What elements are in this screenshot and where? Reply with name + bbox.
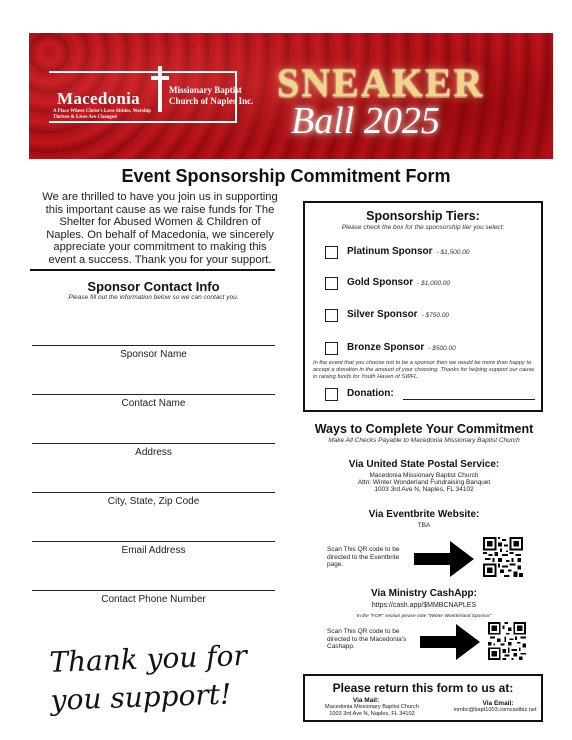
logo-church-name: Missionary Baptist Church of Naples Inc. [169,85,254,106]
contact-section-title: Sponsor Contact Info [87,279,220,294]
donation-checkbox[interactable] [325,388,338,401]
cashapp-scan-text: Scan This QR code to be directed to the Macedonia's Cashapp. [327,628,407,650]
postal-heading: Via United State Postal Service: [348,459,500,470]
tier-price: - $1,000.00 [417,280,450,287]
return-mail-line: 1003 3rd Ave N, Naples, FL 34102 [329,711,415,717]
tiers-title: Sponsorship Tiers: [366,209,480,223]
field-label: Contact Phone Number [101,594,206,605]
ways-title: Ways to Complete Your Commitment [314,422,534,436]
postal-line: 1003 3rd Ave N, Naples, FL 34102 [374,486,474,493]
contact-section-subtitle: Please fill out the information below so we can contact you. [68,294,239,301]
return-email-heading: Via Email: [482,700,514,707]
event-title-line1: SNEAKER [277,60,485,105]
eventbrite-text: TBA [417,522,431,529]
tier-checkbox[interactable] [325,246,338,259]
sponsor-name-field[interactable] [32,345,275,346]
tier-price: - $500.00 [428,345,456,352]
tier-price: - $750.00 [421,312,450,319]
eventbrite-scan-text: Scan This QR code to be directed to the Eventbrite page. [327,546,400,568]
email-field[interactable] [32,541,275,542]
event-title-line2: Ball 2025 [291,100,440,142]
return-mail-line: Macedonia Missionary Baptist Church [325,704,419,710]
field-label: Email Address [121,545,186,556]
tier-checkbox[interactable] [325,342,338,355]
postal-line: Attn: Winter Wonderland Fundraising Banquet [357,479,491,486]
field-label: Address [135,447,172,458]
logo-tagline: A Place Where Christ's Love Abides, Worship Thrives & Lives Are Changed [53,109,151,120]
donation-note: In the event that you choose not to be a sponsor then we would be more than happy to accept a donation in the amount of your choosing. Thanks for helping support our cause in raising funds for Youth Haven of SWFL. [313,360,535,380]
field-label: Sponsor Name [120,349,187,360]
return-email-link[interactable]: mmbc@bapt1003.comcastbiz.net [453,707,537,713]
phone-field[interactable] [32,590,275,591]
donation-amount-field[interactable] [403,399,535,400]
field-label: City, State, Zip Code [107,496,200,507]
tier-checkbox[interactable] [325,277,338,290]
field-label: Contact Name [121,398,186,409]
cross-icon [151,66,169,112]
divider [30,269,275,271]
cashapp-heading: Via Ministry CashApp: [371,588,477,599]
donation-row [325,388,530,402]
cashapp-qr-code[interactable] [488,622,526,660]
donation-label: Donation: [347,388,394,399]
return-form-box [303,674,543,722]
event-banner [29,33,553,159]
eventbrite-qr-code[interactable] [483,537,523,577]
tier-checkbox[interactable] [325,309,338,322]
tier-price: - $1,500.00 [436,249,470,256]
cashapp-url[interactable]: https://cash.app/$MMBCNAPLES [371,602,477,609]
tier-name: Bronze Sponsor [347,342,425,353]
cashapp-note: In the "FOR" section please note "Winter Wonderland Sponsor" [356,614,492,619]
tier-name: Silver Sponsor [347,309,418,320]
city-state-zip-field[interactable] [32,492,275,493]
thank-you-note: Thank you for you support! [48,638,248,717]
tiers-subtitle: Please check the box for the sponsorship tier you select: [341,224,505,231]
eventbrite-heading: Via Eventbrite Website: [368,509,480,520]
tier-name: Gold Sponsor [347,277,414,288]
arrow-right-icon [414,541,474,577]
arrow-right-icon [420,624,480,660]
tier-name: Platinum Sponsor [347,246,433,257]
ways-subtitle: Make All Checks Payable to Macedonia Missionary Baptist Church [328,437,520,444]
logo-name: Macedonia [57,89,140,108]
return-title: Please return this form to us at: [332,681,514,695]
sponsorship-tiers-box [303,201,543,412]
contact-name-field[interactable] [32,394,275,395]
postal-line: Macedonia Missionary Baptist Church [369,472,479,479]
intro-text: We are thrilled to have you join us in supporting this important cause as we raise funds for The Shelter for Abused Women & Children of Naples. On behalf of Macedonia, we sincerely appreciate your commitment to making this event a success. Thank you for your support. [42,191,278,266]
return-mail-heading: Via Mail: [352,697,380,704]
form-title: Event Sponsorship Commitment Form [121,166,451,186]
address-field[interactable] [32,443,275,444]
